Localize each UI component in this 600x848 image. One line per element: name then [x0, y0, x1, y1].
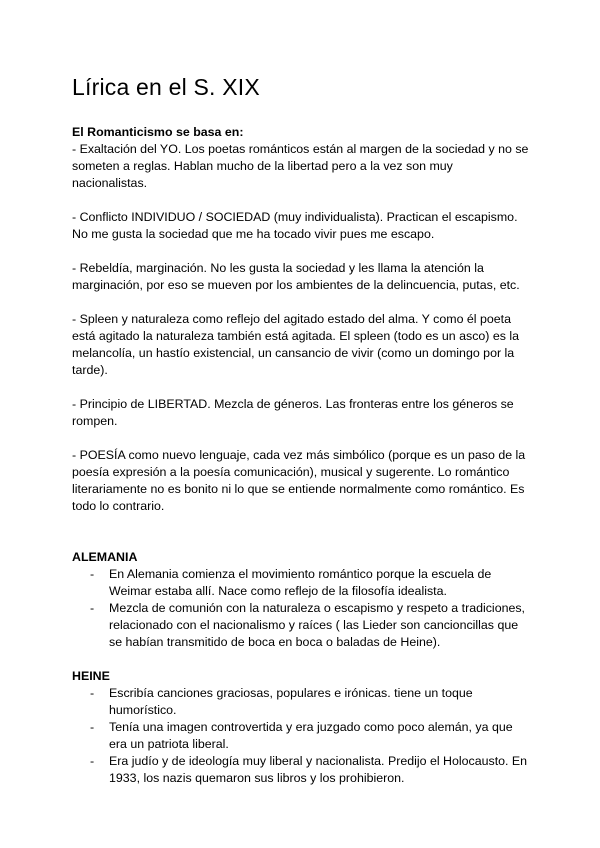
alemania-list — [72, 566, 530, 651]
romanticismo-heading: El Romanticismo se basa en: — [72, 125, 244, 139]
page-title: Lírica en el S. XIX — [72, 74, 260, 100]
list-item — [72, 566, 530, 600]
dash-bullet: - — [90, 754, 95, 768]
dash-bullet: - — [90, 720, 95, 734]
dash-bullet: - — [90, 567, 95, 581]
list-item — [72, 719, 530, 753]
heine-list — [72, 685, 530, 787]
romanticismo-paragraph-1: - Exaltación del YO. Los poetas románticos están al margen de la sociedad y no se someten a reglas. Hablan mucho de la libertad pero a la vez son muy nacionalistas. — [72, 142, 529, 190]
document-body — [72, 124, 530, 787]
list-item-text: Era judío y de ideología muy liberal y nacionalista. Predijo el Holocausto. En 1933, los nazis quemaron sus libros y los prohibieron. — [109, 754, 528, 785]
romanticismo-paragraph-5: - Principio de LIBERTAD. Mezcla de géneros. Las fronteras entre los géneros se rompen. — [72, 397, 514, 428]
romanticismo-paragraph-4: - Spleen y naturaleza como reflejo del agitado estado del alma. Y como él poeta está agitado la naturaleza también está agitada. El spleen (todo es un asco) es la melancolía, un hastío existencial, un cansancio de vivir (como un domingo por la tarde). — [72, 312, 520, 377]
alemania-heading: ALEMANIA — [72, 550, 138, 564]
list-item — [72, 600, 530, 651]
dash-bullet: - — [90, 601, 95, 615]
list-item-text: En Alemania comienza el movimiento romántico porque la escuela de Weimar estaba allí. Nace como reflejo de la filosofía idealista. — [109, 567, 492, 598]
dash-bullet: - — [90, 686, 95, 700]
romanticismo-paragraph-6: - POESÍA como nuevo lenguaje, cada vez más simbólico (porque es un paso de la poesía expresión a la poesía comunicación), musical y sugerente. Lo romántico literariamente no es bonito ni lo que se entiende normalmente como romántico. Es todo lo contrario. — [72, 448, 526, 513]
list-item — [72, 753, 530, 787]
list-item-text: Tenía una imagen controvertida y era juzgado como poco alemán, ya que era un patriota liberal. — [109, 720, 513, 751]
heine-heading: HEINE — [72, 669, 110, 683]
romanticismo-paragraph-3: - Rebeldía, marginación. No les gusta la sociedad y les llama la atención la marginación, por eso se mueven por los ambientes de la delincuencia, putas, etc. — [72, 261, 520, 292]
list-item-text: Mezcla de comunión con la naturaleza o escapismo y respeto a tradiciones, relacionado con el nacionalismo y raíces ( las Lieder son cancioncillas que se habían transmitido de boca en boca o baladas de Heine). — [109, 601, 525, 649]
list-item-text: Escribía canciones graciosas, populares e irónicas. tiene un toque humorístico. — [109, 686, 473, 717]
romanticismo-paragraph-2: - Conflicto INDIVIDUO / SOCIEDAD (muy individualista). Practican el escapismo. No me gusta la sociedad que me ha tocado vivir pues me escapo. — [72, 210, 518, 241]
list-item — [72, 685, 530, 719]
